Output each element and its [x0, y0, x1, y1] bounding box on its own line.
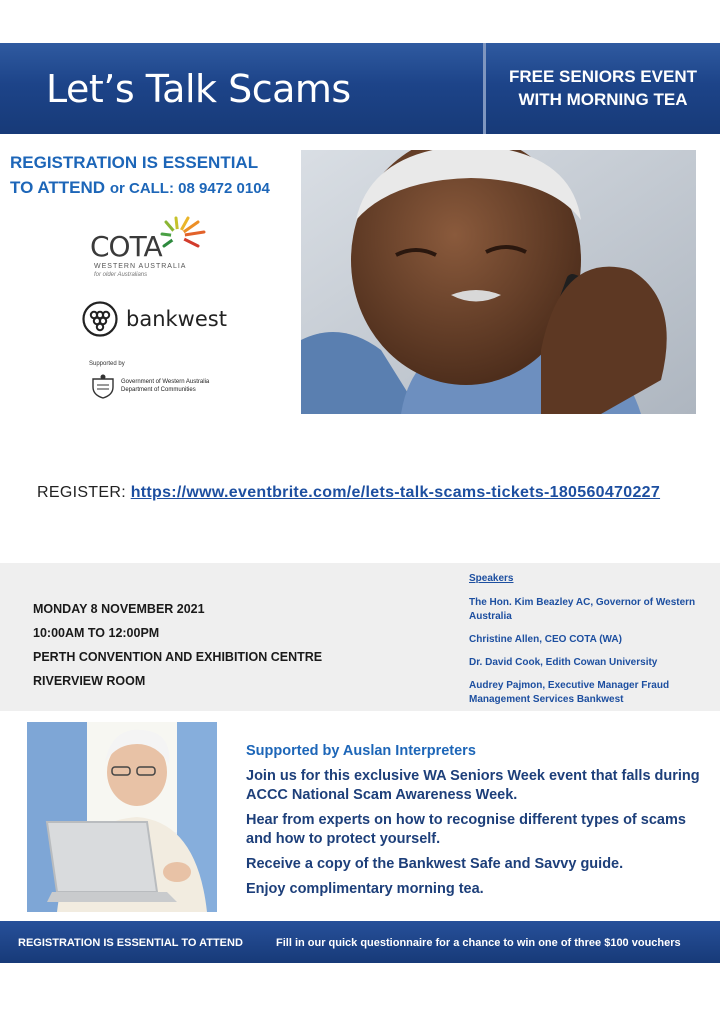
senior-woman-laptop-photo — [27, 722, 217, 912]
government-line-2: Department of Communities — [121, 387, 196, 393]
tagline-line-1: FREE SENIORS EVENT — [509, 67, 697, 86]
speaker-item: Christine Allen, CEO COTA (WA) — [469, 634, 622, 645]
speaker-item: The Hon. Kim Beazley AC, Governor of Western Australia — [469, 597, 696, 622]
register-label: REGISTER: — [37, 484, 126, 501]
registration-line-2 — [10, 175, 300, 201]
highlight-item: Receive a copy of the Bankwest Safe and Savvy guide. — [246, 856, 624, 872]
auslan-interpreters: Supported by Auslan Interpreters — [246, 743, 476, 759]
bankwest-wordmark: bankwest — [126, 307, 227, 331]
event-time: 10:00AM TO 12:00PM — [33, 626, 160, 640]
event-title: Let’s Talk Scams — [46, 67, 351, 111]
highlight-item: Enjoy complimentary morning tea. — [246, 881, 484, 897]
cota-subtitle: WESTERN AUSTRALIA — [94, 263, 187, 270]
event-room: RIVERVIEW ROOM — [33, 674, 146, 688]
supported-by-label: Supported by — [89, 361, 125, 367]
speaker-item: Audrey Pajmon, Executive Manager Fraud Management Services Bankwest — [469, 680, 670, 705]
wa-crest-icon — [89, 373, 117, 399]
header-banner — [0, 43, 720, 134]
cota-logo — [90, 210, 215, 280]
registration-notice — [10, 150, 300, 201]
header-tagline — [486, 65, 720, 111]
cota-sunburst-icon — [158, 212, 214, 258]
speaker-item: Dr. David Cook, Edith Cowan University — [469, 657, 658, 668]
tagline-line-2: WITH MORNING TEA — [518, 90, 688, 109]
footer-questionnaire-note: Fill in our quick questionnaire for a chance to win one of three $100 vouchers — [276, 937, 681, 949]
event-date: MONDAY 8 NOVEMBER 2021 — [33, 602, 205, 616]
footer-banner — [0, 921, 720, 963]
bankwest-emblem-icon — [82, 301, 118, 337]
event-highlights — [246, 742, 706, 905]
highlight-item: Hear from experts on how to recognise different types of scams and how to protect yourself. — [246, 812, 686, 847]
eventbrite-link[interactable]: https://www.eventbrite.com/e/lets-talk-scams-tickets-180560470227 — [130, 484, 661, 501]
highlight-item: Join us for this exclusive WA Seniors Week event that falls during ACCC National Scam Awareness Week. — [246, 768, 700, 803]
senior-man-on-phone-photo — [301, 150, 696, 414]
registration-phone: or CALL: 08 9472 0104 — [109, 180, 270, 197]
government-line-1: Government of Western Australia — [121, 379, 210, 385]
bankwest-logo — [82, 301, 227, 337]
cota-tagline: for older Australians — [94, 272, 148, 278]
registration-line-1: REGISTRATION IS ESSENTIAL — [10, 153, 259, 172]
footer-registration-note: REGISTRATION IS ESSENTIAL TO ATTEND — [18, 937, 243, 949]
speakers-list — [469, 572, 709, 716]
event-venue: PERTH CONVENTION AND EXHIBITION CENTRE — [33, 650, 323, 664]
cota-wordmark: COTA — [90, 230, 162, 263]
government-support — [89, 361, 229, 401]
speakers-heading: Speakers — [469, 573, 514, 584]
government-name — [121, 378, 209, 394]
register-line — [37, 484, 660, 502]
registration-to-attend: TO ATTEND — [10, 178, 106, 197]
event-details — [33, 597, 322, 693]
